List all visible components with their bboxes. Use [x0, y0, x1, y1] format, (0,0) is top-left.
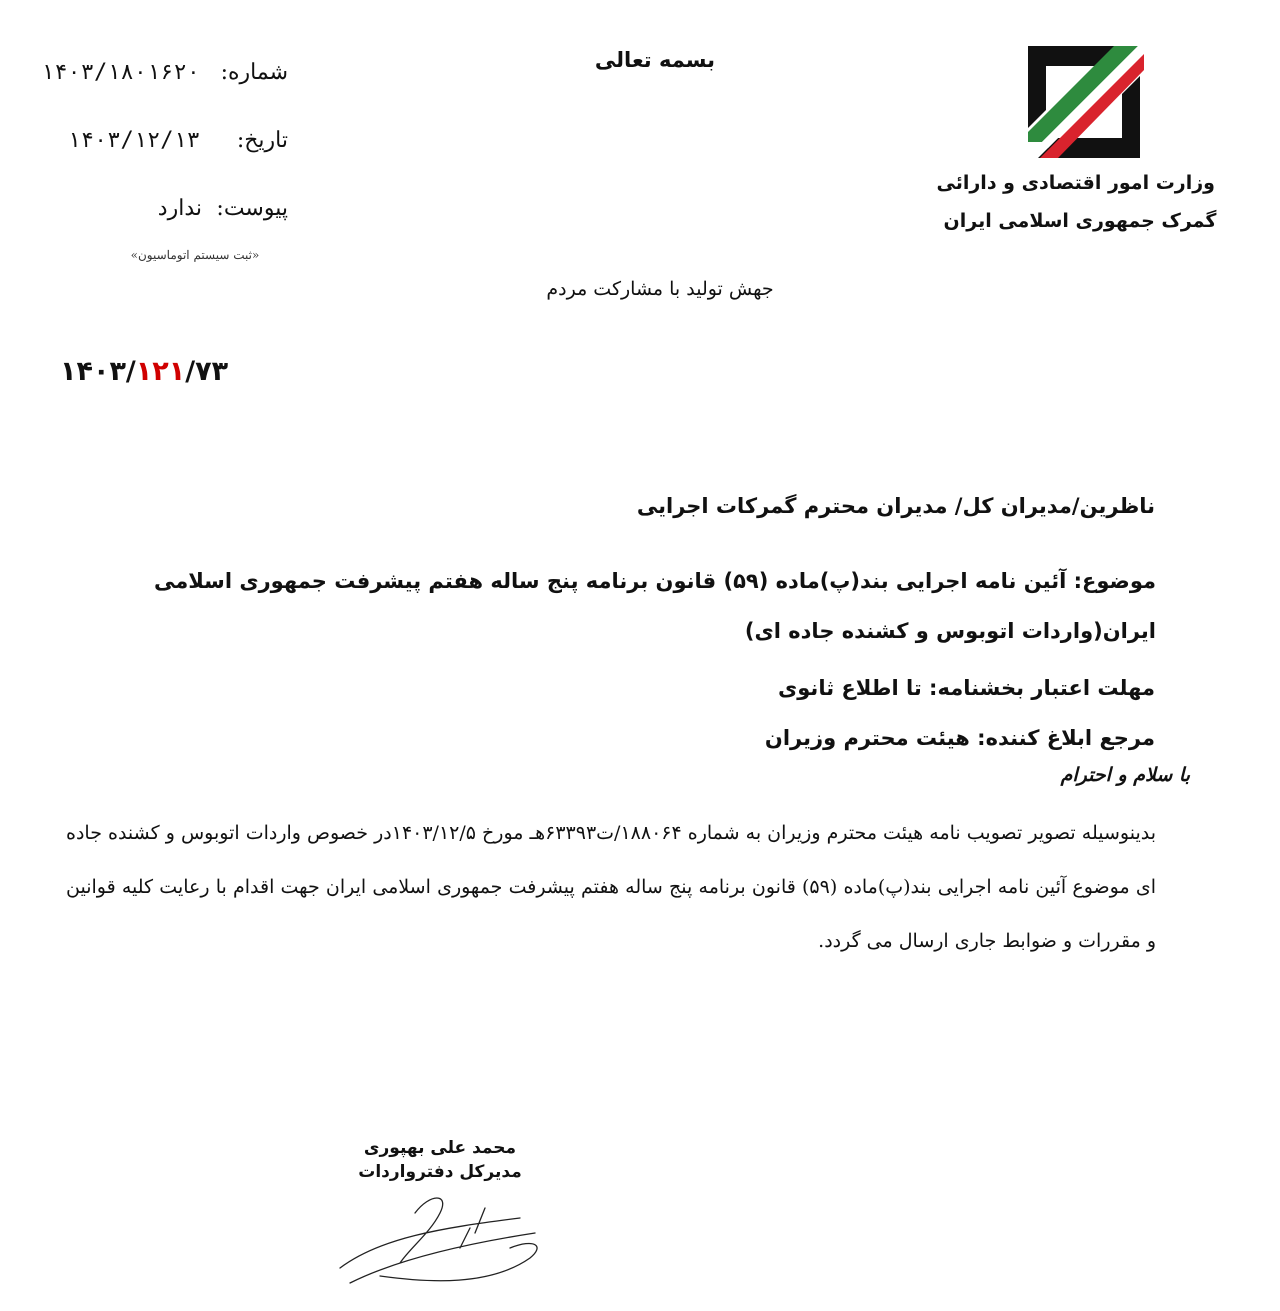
body-paragraph: بدینوسیله تصویر تصویب نامه هیئت محترم وزیران به شماره ۱۸۸۰۶۴/ت۶۳۳۹۳هـ مورخ ۱۴۰۳/۱۲/۵در خصوص واردات اتوبوس و کشنده جاده ای موضوع آئین نامه اجرایی بند(پ)ماده (۵۹) قانون برنامه پنج ساله هفتم پیشرفت جمهوری اسلامی ایران جهت اقدام با رعایت کلیه قوانین و مقررات و ضوابط جاری ارسال می گردد.: [66, 822, 1156, 952]
number-value: ۱۴۰۳/۱۸۰۱۶۲۰: [41, 60, 200, 85]
attachment-value: ندارد: [157, 196, 202, 221]
bismillah-heading: بسمه تعالی: [594, 48, 716, 72]
signer-name: محمد علی بهپوری: [363, 1138, 517, 1158]
number-label: شماره:: [220, 60, 288, 85]
greeting: با سلام و احترام: [1060, 764, 1190, 786]
reference-line: مرجع ابلاغ کننده: هیئت محترم وزیران: [764, 726, 1155, 750]
subject-line: موضوع: آئین نامه اجرایی بند(پ)ماده (۵۹) قانون برنامه پنج ساله هفتم پیشرفت جمهوری اسلامی ایران(واردات اتوبوس و کشنده جاده ای): [153, 569, 1156, 643]
automation-note: «ثبت سیستم اتوماسیون»: [130, 248, 260, 262]
customs-logo: [1018, 40, 1150, 164]
signer-title: مدیرکل دفترواردات: [358, 1162, 522, 1182]
date-label: تاریخ:: [236, 128, 288, 153]
indicator-part-year: ۱۴۰۳/: [60, 356, 136, 387]
indicator-part-highlight: ۱۲۱: [135, 356, 186, 387]
indicator-number: [60, 356, 228, 387]
indicator-part-serial: /۷۳: [185, 356, 229, 387]
date-value: ۱۴۰۳/۱۲/۱۳: [67, 128, 200, 153]
slogan: جهش تولید با مشارکت مردم: [546, 278, 774, 300]
customs-name: گمرک جمهوری اسلامی ایران: [943, 210, 1217, 232]
ministry-name: وزارت امور اقتصادی و دارائی: [936, 172, 1215, 194]
attachment-label: پیوست:: [216, 196, 288, 221]
handwritten-signature: [320, 1188, 560, 1298]
recipients-line: ناظرین/مدیران کل/ مدیران محترم گمرکات اجرایی: [636, 494, 1155, 518]
validity-line: مهلت اعتبار بخشنامه: تا اطلاع ثانوی: [778, 676, 1155, 700]
